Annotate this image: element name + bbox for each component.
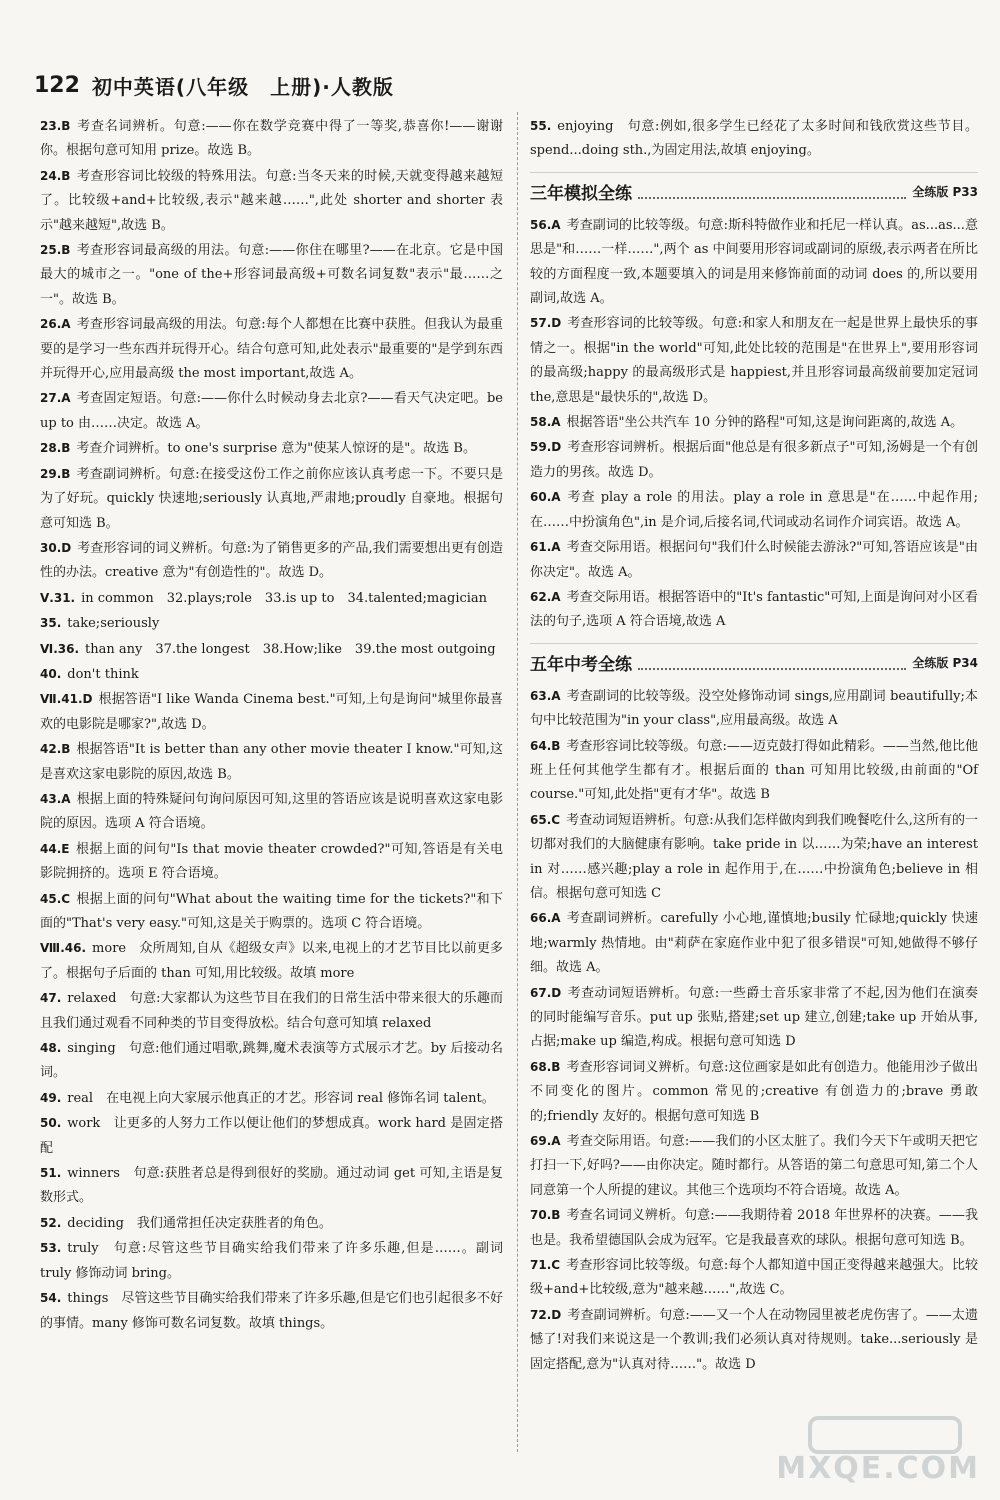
answer-number: 25.B [40, 243, 71, 258]
answer-number: 40. [40, 666, 62, 681]
answer-number: 60.A [530, 490, 561, 505]
answer-entry [40, 737, 503, 787]
answer-text: relaxed 句意:大家都认为这些节目在我们的日常生活中带来很大的乐趣而且我们通过观看不同种类的节目变得放松。结合句意可知填 relaxed [40, 991, 503, 1031]
answer-number: 48. [40, 1041, 62, 1056]
answer-number: Ⅶ.41.D [40, 692, 93, 707]
answer-entry [40, 462, 503, 536]
answer-entry [530, 684, 978, 734]
answer-number: 68.B [530, 1059, 561, 1074]
answer-text: 考查形容词的比较等级。句意:和家人和朋友在一起是世界上最快乐的事情之一。根据"in the world"可知,此处比较的范围是"在世界上",要用形容词的最高级;happy 的最高级形式是 happiest,并且形容词最高级前要加定冠词 the,意思是"最快乐的",故选 D。 [530, 316, 978, 405]
answer-text: 考查交际用语。根据问句"我们什么时候能去游泳?"可知,答语应该是"由你决定"。故选 A。 [530, 540, 978, 580]
answer-entry [530, 410, 978, 435]
answer-number: 49. [40, 1090, 62, 1105]
answer-entry [530, 981, 978, 1055]
answer-number: 47. [40, 991, 62, 1006]
left-column [40, 114, 503, 1336]
answer-text: 考查动词短语辨析。句意:一些爵士音乐家非常了不起,因为他们在演奏的同时能编写音乐。put up 张贴,搭建;set up 建立,创建;take up 开始从事,占据;make up 编造,构成。根据句意可知选 D [530, 985, 978, 1050]
answer-number: 59.D [530, 440, 562, 455]
answer-text: truly 句意:尽管这些节目确实给我们带来了许多乐趣,但是……。副词 truly 修饰动词 bring。 [40, 1241, 503, 1281]
answer-number: 69.A [530, 1134, 561, 1149]
answer-text: 考查形容词最高级的用法。句意:每个人都想在比赛中获胜。但我认为最重要的是学习一些东西并玩得开心。结合句意可知,此处表示"最重要的"是学到东西并玩得开心,应用最高级 the most important,故选 A。 [40, 317, 503, 382]
answer-number: 26.A [40, 317, 71, 332]
answer-number: 35. [40, 616, 62, 631]
answer-number: 55. [530, 119, 552, 133]
answer-text: 考查固定短语。句意:——你什么时候动身去北京?——看天气决定吧。be up to 由……决定。故选 A。 [40, 391, 503, 431]
answer-text: 根据答语"I like Wanda Cinema best."可知,上句是询问"城里你最喜欢的电影院是哪家?",故选 D。 [40, 692, 503, 732]
answer-number: 23.B [40, 119, 71, 133]
answer-text: 根据答语"It is better than any other movie theater I know."可知,这是喜欢这家电影院的原因,故选 B。 [40, 742, 503, 782]
answer-number: 72.D [530, 1307, 562, 1322]
answer-text: 考查动词短语辨析。句意:从我们怎样做肉到我们晚餐吃什么,这所有的一切都对我们的大脑健康有影响。take pride in 以……为荣;have an interest in 对……感兴趣;play a role in 起作用于,在……中扮演角色;believe in 相信。根据句意可知选 C [530, 812, 978, 901]
answer-text: deciding 我们通常担任决定获胜者的角色。 [67, 1215, 332, 1231]
answer-text: 考查副词辨析。句意:——又一个人在动物园里被老虎伤害了。——太遗憾了!对我们来说这是一个教训;我们必须认真对待规则。take...seriously 是固定搭配,意为"认真对待……"。故选 D [530, 1307, 978, 1372]
page-header [34, 68, 974, 102]
answer-number: 44.E [40, 841, 70, 856]
answer-number: 63.A [530, 688, 561, 703]
answer-entry [40, 887, 503, 937]
answer-text: 根据上面的问句"Is that movie theater crowded?"可知,答语是有关电影院拥挤的。选项 E 符合语境。 [40, 841, 503, 882]
section-ref: 全练版 P34 [912, 656, 978, 671]
answer-entry [40, 436, 503, 461]
answer-entry [40, 536, 503, 586]
answer-number: 70.B [530, 1208, 561, 1223]
answer-text: 考查介词辨析。to one's surprise 意为"使某人惊讶的是"。故选 B。 [76, 441, 476, 457]
answer-entry [40, 936, 503, 986]
answer-entry [530, 213, 978, 312]
answer-entry [40, 114, 503, 164]
answer-text: 根据上面的特殊疑问句询问原因可知,这里的答语应该是说明喜欢这家电影院的原因。选项 A 符合语境。 [40, 791, 503, 832]
column-divider [517, 112, 518, 1452]
answer-text: 考查 play a role 的用法。play a role in 意思是"在……中起作用;在……中扮演角色",in 是介词,后接名词,代词或动名词作介词宾语。故选 A。 [530, 490, 978, 530]
answer-entry [530, 734, 978, 808]
answer-number: 52. [40, 1215, 62, 1230]
answer-entry [40, 1161, 503, 1211]
answer-number: 57.D [530, 316, 562, 331]
answer-text: 考查形容词比较等级。句意:——迈克鼓打得如此精彩。——当然,他比他班上任何其他学生都有才。根据后面的 than 可知用比较级,由前面的"Of course."可知,此处指"更有才华"。故选 B [530, 738, 978, 803]
answer-number: 27.A [40, 391, 71, 406]
answer-text: work 让更多的人努力工作以便让他们的梦想成真。work hard 是固定搭配 [40, 1116, 503, 1156]
answer-entry [40, 1036, 503, 1086]
section-header-2 [530, 643, 978, 678]
answer-entry [40, 687, 503, 737]
answer-text: 考查形容词的词义辨析。句意:为了销售更多的产品,我们需要想出更有创造性的办法。creative 意为"有创造性的"。故选 D。 [40, 540, 503, 581]
answer-text: 考查交际用语。句意:——我们的小区太脏了。我们今天下午或明天把它打扫一下,好吗?——由你决定。随时都行。从答语的第二句意思可知,第二个人同意第一个人所提的建议。其他三个选项均不符合语境。故选 A。 [530, 1134, 978, 1198]
answer-entry [530, 485, 978, 535]
answer-entry [530, 435, 978, 485]
answer-number: 42.B [40, 742, 71, 757]
answer-number: Ⅴ.31. [40, 590, 76, 605]
leader-dots [638, 185, 906, 199]
answer-number: 30.D [40, 540, 72, 555]
page-number: 122 [34, 72, 80, 98]
answer-text: 考查交际用语。根据答语中的"It's fantastic"可知,上面是询问对小区看法的句子,选项 A 符合语境,故选 A [530, 589, 978, 630]
answer-entry [530, 906, 978, 980]
answer-number: Ⅵ.36. [40, 641, 80, 656]
answer-number: 71.C [530, 1258, 561, 1273]
answer-text: real 在电视上向大家展示他真正的才艺。形容词 real 修饰名词 talent。 [67, 1090, 495, 1106]
answer-entry [530, 808, 978, 907]
answer-text: 考查副词的比较等级。没空处修饰动词 sings,应用副词 beautifully;本句中比较范围为"in your class",应用最高级。故选 A [530, 688, 978, 729]
watermark-text: MXQE.COM [776, 1451, 980, 1486]
answer-number: 67.D [530, 985, 562, 1000]
answer-entry [530, 585, 978, 635]
answer-entry [40, 386, 503, 436]
answer-entry [40, 238, 503, 312]
answer-text: 考查形容词词义辨析。句意:这位画家是如此有创造力。他能用沙子做出不同变化的图片。common 常见的;creative 有创造力的;brave 勇敢的;friendly 友好的。根据句意可知选 B [530, 1059, 978, 1124]
answer-entry [530, 1253, 978, 1303]
answer-text: 考查名词词义辨析。句意:——我期待着 2018 年世界杯的决赛。——我也是。我希望德国队会成为冠军。它是我最喜欢的球队。根据句意可知选 B。 [530, 1208, 978, 1248]
answer-text: 考查名词辨析。句意:——你在数学竞赛中得了一等奖,恭喜你!——谢谢你。根据句意可知用 prize。故选 B。 [40, 119, 503, 159]
answer-number: 50. [40, 1116, 62, 1131]
answer-number: 58.A [530, 415, 561, 430]
answer-entry [40, 1086, 503, 1111]
answer-entry [40, 1286, 503, 1336]
answer-text: 根据答语"坐公共汽车 10 分钟的路程"可知,这是询问距离的,故选 A。 [566, 415, 964, 431]
answer-number: 64.B [530, 738, 561, 753]
answer-entry [40, 986, 503, 1036]
answer-text: winners 句意:获胜者总是得到很好的奖励。通过动词 get 可知,主语是复数形式。 [40, 1166, 503, 1206]
answer-entry [40, 637, 503, 662]
right-column [530, 114, 978, 1377]
answer-entry [40, 1111, 503, 1161]
answer-entry [530, 1303, 978, 1377]
answer-number: 29.B [40, 466, 71, 481]
section-header-1 [530, 172, 978, 207]
answer-number: Ⅷ.46. [40, 941, 87, 956]
answer-number: 53. [40, 1241, 62, 1256]
answer-entry [530, 1203, 978, 1253]
answer-entry [530, 1129, 978, 1203]
answer-entry [40, 662, 503, 687]
answer-text: things 尽管这些节目确实给我们带来了许多乐趣,但是它们也引起很多不好的事情。many 修饰可数名词复数。故填 things。 [40, 1291, 503, 1331]
answer-text: 考查副词的比较等级。句意:斯科特做作业和托尼一样认真。as...as...意思是"和……一样……",两个 as 中间要用形容词或副词的原级,表示两者在所比较的方面程度一致,本题要填入的词是用来修饰前面的动词 does 的,所以要用副词,故选 A。 [530, 217, 978, 307]
answer-text: 考查形容词辨析。根据后面"他总是有很多新点子"可知,汤姆是一个有创造力的男孩。故选 D。 [530, 440, 978, 480]
answer-entry [530, 535, 978, 585]
section-ref: 全练版 P33 [912, 185, 978, 200]
section-title: 五年中考全练 [530, 655, 632, 676]
leader-dots [638, 656, 906, 670]
answer-entry [40, 787, 503, 837]
answer-number: 28.B [40, 441, 71, 456]
answer-text: more 众所周知,自从《超级女声》以来,电视上的才艺节目比以前更多了。根据句子后面的 than 可知,用比较级。故填 more [40, 941, 504, 981]
answer-entry [40, 1211, 503, 1236]
answer-entry [40, 1236, 503, 1286]
answer-number: 54. [40, 1291, 62, 1306]
answer-number: 43.A [40, 791, 71, 806]
answer-entry [40, 164, 503, 238]
answer-text: 根据上面的问句"What about the waiting time for the tickets?"和下面的"That's very easy."可知,这是关于购票的。选项 C 符合语境。 [40, 891, 503, 931]
answer-number: 56.A [530, 217, 561, 232]
answer-text: 考查形容词最高级的用法。句意:——你住在哪里?——在北京。它是中国最大的城市之一。"one of the+形容词最高级+可数名词复数"表示"最……之一"。故选 B。 [40, 243, 503, 307]
answer-entry [530, 1055, 978, 1129]
watermark-logo [770, 1416, 980, 1486]
answer-text: don't think [67, 666, 139, 682]
answer-number: 24.B [40, 168, 71, 183]
answer-entry [40, 312, 503, 386]
answer-text: enjoying 句意:例如,很多学生已经花了太多时间和钱欣赏这些节目。spend...doing sth.,为固定用法,故填 enjoying。 [530, 119, 978, 159]
answer-text: 考查形容词比较级的特殊用法。句意:当冬天来的时候,天就变得越来越短了。比较级+and+比较级,表示"越来越……",此处 shorter and shorter 表示"越来越短",故选 B。 [40, 168, 503, 233]
answer-text: 考查副词辨析。句意:在接受这份工作之前你应该认真考虑一下。不要只是为了好玩。quickly 快速地;seriously 认真地,严肃地;proudly 自豪地。根据句意可知选 B。 [40, 466, 503, 531]
answer-text: singing 句意:他们通过唱歌,跳舞,魔术表演等方式展示才艺。by 后接动名词。 [40, 1041, 503, 1081]
page-title: 初中英语(八年级 上册)·人教版 [91, 74, 394, 99]
answer-entry [530, 311, 978, 410]
answer-entry [40, 586, 503, 611]
answer-entry [40, 837, 503, 887]
answer-text: 考查形容词比较等级。句意:每个人都知道中国正变得越来越强大。比较级+and+比较级,意为"越来越……",故选 C。 [530, 1258, 978, 1298]
answer-text: 考查副词辨析。carefully 小心地,谨慎地;busily 忙碌地;quickly 快速地;warmly 热情地。由"莉萨在家庭作业中犯了很多错误"可知,她做得不够仔细。故选 A。 [530, 911, 978, 976]
answer-number: 65.C [530, 812, 561, 827]
answer-entry [40, 611, 503, 636]
answer-entry [530, 114, 978, 164]
answer-number: 45.C [40, 891, 71, 906]
section-title: 三年模拟全练 [530, 184, 632, 205]
answer-text: in common 32.plays;role 33.is up to 34.talented;magician [81, 590, 488, 606]
answer-text: than any 37.the longest 38.How;like 39.the most outgoing [85, 641, 496, 657]
answer-number: 66.A [530, 911, 561, 926]
answer-number: 62.A [530, 589, 561, 604]
answer-number: 51. [40, 1166, 62, 1181]
answer-number: 61.A [530, 540, 561, 555]
answer-text: take;seriously [67, 616, 160, 632]
